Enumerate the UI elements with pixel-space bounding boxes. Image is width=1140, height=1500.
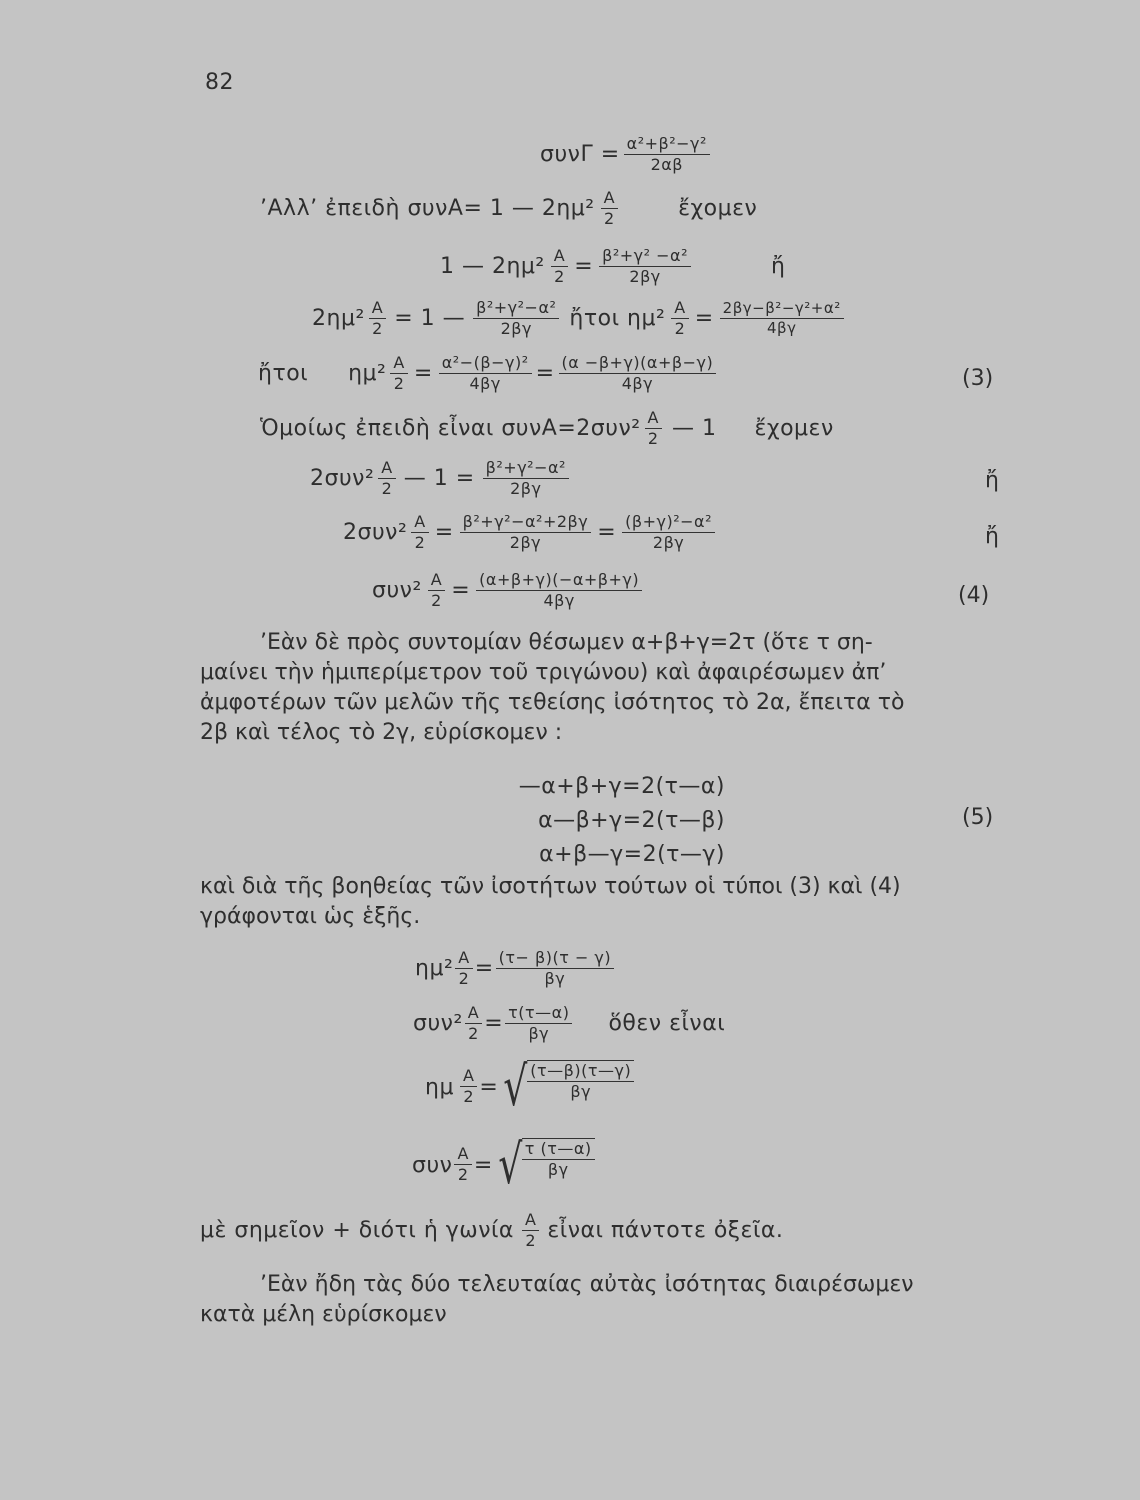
fraction — [390, 355, 407, 393]
numerator: Α — [645, 410, 662, 429]
fraction — [476, 572, 642, 610]
eq-text: συν — [412, 1152, 453, 1178]
numerator: Α — [671, 300, 688, 319]
denominator: 2 — [414, 532, 426, 552]
or-word: ἤ — [985, 468, 1000, 493]
text-line: κατὰ μέλη εὑρίσκομεν — [200, 1302, 447, 1327]
numerator: (α −β+γ)(α+β−γ) — [559, 355, 717, 374]
equation-cos-a-identity — [260, 190, 757, 228]
equals: = — [535, 361, 555, 387]
fraction — [439, 355, 532, 393]
denominator: 2 — [372, 318, 383, 338]
eq-text: 2συν² — [310, 466, 375, 492]
fraction — [496, 950, 614, 988]
denominator: 2βγ — [652, 532, 685, 552]
fraction — [522, 1212, 539, 1250]
equation-cos-gamma — [540, 136, 710, 174]
fraction — [411, 514, 428, 552]
equation-line-3 — [440, 248, 785, 286]
numerator: Α — [369, 300, 386, 319]
eq-text: ἔχομεν — [754, 416, 834, 442]
numerator: β²+γ²−α² — [473, 300, 559, 319]
fraction — [624, 136, 710, 174]
equation-number-4: (4) — [958, 583, 990, 608]
fraction — [460, 1068, 477, 1106]
equals: = — [597, 520, 617, 546]
square-root — [493, 1133, 595, 1196]
numerator: Α — [551, 248, 568, 267]
equals: = — [484, 1011, 504, 1037]
fraction — [671, 300, 688, 338]
fraction — [505, 1005, 572, 1043]
numerator: (τ—β)(τ—γ) — [527, 1063, 634, 1082]
numerator: β²+γ²−α²+2βγ — [460, 514, 592, 533]
fraction — [369, 300, 386, 338]
radical-sign: √ — [498, 1133, 523, 1196]
equals: = — [694, 306, 714, 332]
equation-system-5 — [443, 770, 725, 872]
fraction — [483, 460, 569, 498]
denominator: 2βγ — [500, 318, 532, 338]
equation-line-8 — [343, 514, 715, 552]
numerator: β²+γ²−α² — [483, 460, 569, 479]
eq-text: ὅθεν εἶναι — [608, 1011, 726, 1037]
radical-sign: √ — [503, 1055, 529, 1118]
denominator: 4βγ — [469, 373, 501, 393]
system-line: —α+β+γ=2(τ—α) — [518, 774, 725, 799]
denominator: 2 — [525, 1230, 536, 1250]
paragraph-1 — [200, 628, 904, 748]
eq-lhs: συνΓ = — [540, 142, 620, 168]
formula-cos-squared — [413, 1005, 725, 1043]
text-line: ἀμφοτέρων τῶν μελῶν τῆς τεθείσης ἰσότητος τὸ 2α, ἔπειτα τὸ — [200, 690, 905, 715]
formula-cos-half — [412, 1133, 595, 1196]
eq-text: εἶναι πάντοτε ὀξεῖα. — [547, 1218, 784, 1244]
fraction — [622, 514, 715, 552]
eq-text: ημ² — [415, 956, 454, 982]
text-line: ’Εὰν δὲ πρὸς συντομίαν θέσωμεν α+β+γ=2τ (ὅτε τ ση- — [260, 630, 873, 655]
numerator: Α — [428, 572, 445, 591]
numerator: τ(τ—α) — [505, 1005, 572, 1024]
eq-text: 1 — 2ημ² — [440, 254, 545, 280]
eq-text: — 1 — [672, 416, 717, 442]
denominator: βγ — [528, 1023, 550, 1043]
numerator: Α — [522, 1212, 539, 1231]
denominator: 4βγ — [543, 590, 575, 610]
denominator: 2 — [674, 318, 686, 338]
fraction — [473, 300, 559, 338]
fraction — [460, 514, 592, 552]
text-line: ’Εὰν ἤδη τὰς δύο τελευταίας αὐτὰς ἰσότητας διαιρέσωμεν — [260, 1272, 914, 1297]
denominator: 2βγ — [510, 478, 542, 498]
equation-line-5 — [258, 355, 716, 393]
fraction — [559, 355, 717, 393]
denominator: 2 — [647, 428, 659, 448]
numerator: β²+γ² −α² — [599, 248, 691, 267]
denominator: βγ — [544, 968, 566, 988]
denominator: 2 — [457, 1165, 469, 1184]
numerator: (α+β+γ)(−α+β+γ) — [476, 572, 642, 591]
numerator: τ (τ—α) — [522, 1141, 595, 1160]
system-line: α—β+γ=2(τ—β) — [538, 808, 725, 833]
fraction — [599, 248, 691, 286]
numerator: (β+γ)²−α² — [622, 514, 715, 533]
denominator: 2 — [458, 968, 470, 988]
fraction — [720, 301, 844, 337]
numerator: 2βγ−β²−γ²+α² — [720, 301, 844, 319]
equals: = — [451, 578, 471, 604]
square-root — [498, 1055, 634, 1118]
numerator: Α — [460, 1068, 477, 1087]
fraction — [378, 460, 395, 498]
equals: = — [479, 1074, 499, 1100]
equation-line-4 — [312, 300, 844, 338]
eq-text: 2ημ² — [312, 306, 365, 332]
text-line: μαίνει τὴν ἡμιπερίμετρον τοῦ τριγώνου) καὶ ἀφαιρέσωμεν ἀπ’ — [200, 660, 887, 685]
numerator: Α — [454, 1146, 471, 1165]
eq-text: συν² — [413, 1011, 463, 1037]
fraction — [455, 950, 472, 988]
equals: = — [474, 956, 494, 982]
eq-text: ημ² — [348, 361, 387, 387]
denominator: 2 — [381, 478, 393, 498]
or-word: ἤ — [985, 524, 1000, 549]
denominator: 2 — [604, 208, 615, 228]
system-line: α+β—γ=2(τ—γ) — [539, 842, 725, 867]
eq-text: μὲ σημεῖον + διότι ἡ γωνία — [200, 1218, 514, 1244]
equation-line-9 — [372, 572, 642, 610]
denominator: 2αβ — [650, 154, 684, 174]
numerator: (τ− β)(τ − γ) — [496, 950, 614, 969]
denominator: 2βγ — [509, 532, 542, 552]
denominator: 2 — [431, 590, 442, 610]
eq-text: ’Αλλ’ ἐπειδὴ συνΑ= 1 — 2ημ² — [260, 196, 595, 222]
eq-text: = 1 — — [394, 306, 466, 332]
numerator: α²−(β−γ)² — [439, 355, 532, 374]
eq-text: ημ — [425, 1074, 454, 1100]
denominator: 4βγ — [621, 373, 654, 393]
numerator: Α — [411, 514, 428, 533]
paragraph-3 — [200, 1270, 914, 1330]
denominator: 2βγ — [629, 266, 661, 286]
numerator: Α — [390, 355, 407, 374]
fraction — [454, 1146, 471, 1184]
fraction — [601, 190, 618, 228]
denominator: 2 — [463, 1087, 475, 1106]
equals: = — [574, 254, 594, 280]
text-line: γράφονται ὡς ἑξῆς. — [200, 904, 421, 929]
eq-text: ἤτοι ημ² — [569, 306, 666, 332]
formula-sin-squared — [415, 950, 614, 988]
eq-text: 2συν² — [343, 520, 408, 546]
denominator: 4βγ — [766, 318, 797, 337]
denominator: 2 — [554, 266, 565, 286]
fraction — [527, 1063, 634, 1101]
eq-text: ἔχομεν — [678, 196, 758, 222]
fraction — [522, 1141, 595, 1179]
text-line: 2β καὶ τέλος τὸ 2γ, εὑρίσκομεν : — [200, 720, 563, 745]
eq-text: συν² — [372, 578, 422, 604]
fraction — [645, 410, 662, 448]
denominator: 2 — [468, 1023, 479, 1043]
fraction — [551, 248, 568, 286]
denominator: βγ — [570, 1081, 592, 1101]
numerator: α²+β²−γ² — [624, 136, 710, 155]
equals: = — [434, 520, 454, 546]
fraction — [428, 572, 445, 610]
equation-number-3: (3) — [962, 366, 994, 391]
numerator: Α — [601, 190, 618, 209]
eq-text: ἤτοι — [258, 361, 309, 387]
eq-text: — 1 = — [403, 466, 475, 492]
eq-text: Ὁμοίως ἐπειδὴ εἶναι συνΑ=2συν² — [260, 416, 641, 442]
denominator: βγ — [547, 1159, 569, 1179]
numerator: Α — [378, 460, 395, 479]
page-number: 82 — [205, 70, 234, 95]
equation-line-6 — [260, 410, 834, 448]
formula-sin-half — [425, 1055, 634, 1118]
numerator: Α — [465, 1005, 482, 1024]
numerator: Α — [455, 950, 472, 969]
text-line: καὶ διὰ τῆς βοηθείας τῶν ἰσοτήτων τούτων οἱ τύποι (3) καὶ (4) — [200, 874, 901, 899]
paragraph-2 — [200, 872, 901, 932]
equals: = — [413, 361, 433, 387]
equals: = — [473, 1152, 493, 1178]
equation-number-5: (5) — [962, 805, 994, 830]
eq-text: ἤ — [771, 254, 786, 280]
final-sentence — [200, 1212, 783, 1250]
fraction — [465, 1005, 482, 1043]
equation-line-7 — [310, 460, 569, 498]
denominator: 2 — [393, 373, 405, 393]
